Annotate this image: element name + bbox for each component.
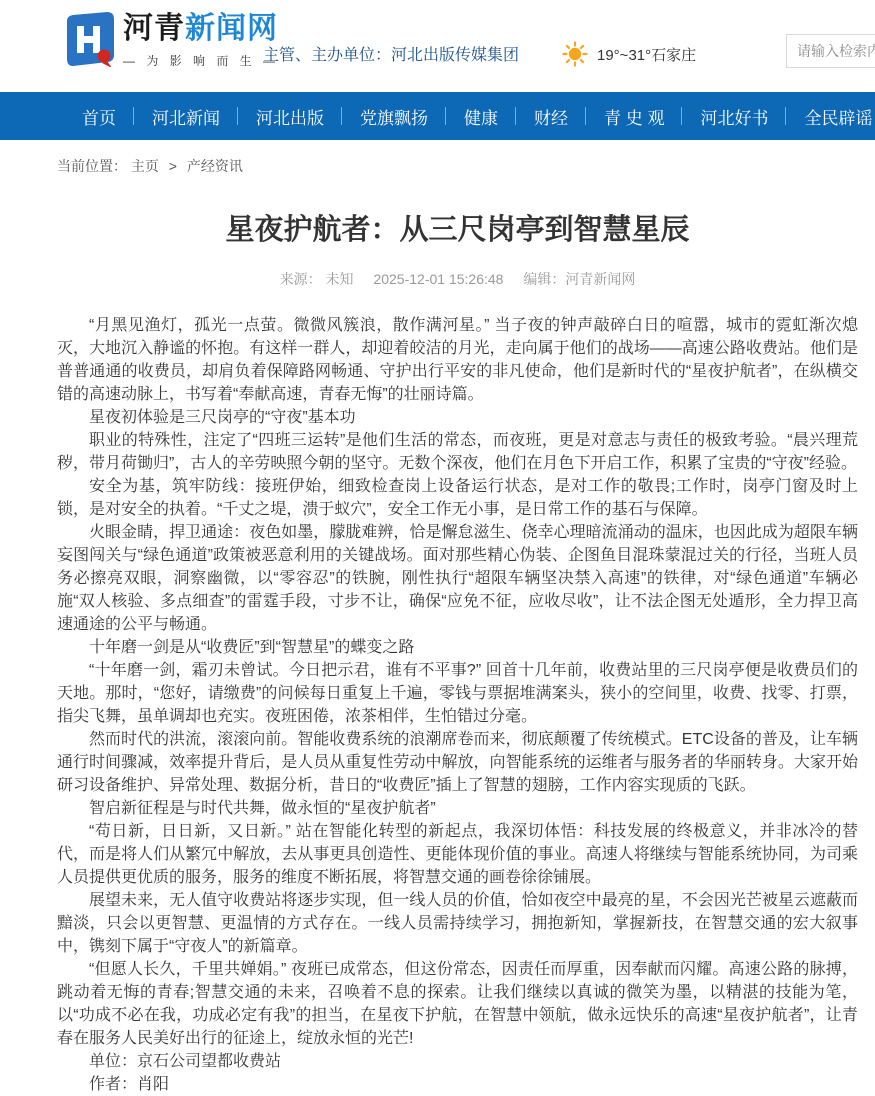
breadcrumb-category-link[interactable]: 产经资讯 — [186, 158, 243, 174]
breadcrumb — [57, 156, 875, 176]
meta-source — [280, 271, 354, 287]
weather-widget — [562, 41, 696, 67]
sponsor-text: 主管、主办单位：河北出版传媒集团 — [263, 47, 520, 64]
site-logo-icon — [64, 11, 116, 67]
article-paragraph: “苟日新，日日新，又日新。” 站在智能化转型的新起点，我深切体悟：科技发展的终极意义，并非冰冷的替代，而是将人们从繁冗中解放，去从事更具创造性、更能体现价值的事业。高速人将继续与智能系统协同，为司乘人员提供更优质的服务，服务的维度不断拓展，将智慧交通的画卷徐徐铺展。 — [57, 823, 858, 887]
nav-item[interactable]: 青 史 观 — [586, 92, 682, 140]
breadcrumb-label: 当前位置： — [57, 158, 127, 174]
brand-black: 河青 — [123, 12, 185, 45]
article-body — [57, 314, 858, 1096]
breadcrumb-home-link[interactable]: 主页 — [130, 158, 159, 174]
meta-source-value: 未知 — [325, 271, 354, 288]
article-paragraph: 作者：肖阳 — [89, 1076, 170, 1094]
article-paragraph: 然而时代的洪流，滚滚向前。智能收费系统的浪潮席卷而来，彻底颠覆了传统模式。ETC设备的普及，让车辆通行时间骤减，效率提升背后，是人员从重复性劳动中解放，向智能系统的运维者与服务者的华丽转身。大家开始研习设备维护、异常处理、数据分析，昔日的“收费匠”插上了智慧的翅膀，工作内容实现质的飞跃。 — [57, 731, 858, 795]
main-nav — [0, 92, 875, 140]
article-paragraph: 安全为基，筑牢防线：接班伊始，细致检查岗上设备运行状态，是对工作的敬畏;工作时，岗亭门窗及时上锁，是对安全的执着。“千丈之堤，溃于蚁穴”，安全工作无小事，是日常工作的基石与保障。 — [57, 478, 858, 519]
article-paragraph: 职业的特殊性，注定了“四班三运转”是他们生活的常态，而夜班，更是对意志与责任的极致考验。“晨兴理荒秽，带月荷锄归”，古人的辛劳映照今朝的坚守。无数个深夜，他们在月色下开启工作，积累了宝贵的“守夜”经验。 — [57, 432, 858, 473]
article-paragraph: 智启新征程是与时代共舞，做永恒的“星夜护航者” — [89, 800, 436, 818]
main-nav-bar — [0, 92, 875, 140]
meta-datetime: 2025-12-01 15:26:48 — [373, 271, 504, 288]
article-paragraph: 单位：京石公司望都收费站 — [89, 1053, 282, 1071]
meta-editor-value: 河青新闻网 — [565, 271, 636, 288]
weather-text: 19°~31°石家庄 — [597, 46, 697, 64]
sun-icon — [562, 41, 588, 67]
nav-item[interactable]: 首页 — [64, 92, 134, 140]
nav-item[interactable]: 河北出版 — [238, 92, 342, 140]
nav-item[interactable]: 全民辟谣 — [804, 108, 873, 128]
nav-item[interactable]: 河北新闻 — [134, 92, 238, 140]
nav-item[interactable]: 党旗飘扬 — [342, 92, 446, 140]
meta-editor — [523, 271, 635, 287]
brand-blue: 新闻网 — [185, 12, 278, 45]
article-paragraph: “但愿人长久，千里共婵娟。” 夜班已成常态，但这份常态，因责任而厚重，因奉献而闪耀。高速公路的脉搏，跳动着无悔的青春;智慧交通的未来，召唤着不息的探索。让我们继续以真诚的微笑为墨，以精湛的技能为笔，以“功成不必在我，功成必定有我”的担当，在星夜下护航，在智慧中领航，做永远快乐的高速“星夜护航者”，让青春在服务人民美好出行的征途上，绽放永恒的光芒! — [57, 961, 858, 1048]
article — [57, 210, 858, 1096]
site-brand — [123, 12, 278, 45]
site-logo-text — [123, 11, 279, 69]
article-paragraph: 星夜初体验是三尺岗亭的“守夜”基本功 — [89, 409, 356, 427]
article-paragraph: 展望未来，无人值守收费站将逐步实现，但一线人员的价值，恰如夜空中最亮的星，不会因光芒被星云遮蔽而黯淡，只会以更智慧、更温情的方式存在。一线人员需持续学习，拥抱新知，掌握新技，在智慧交通的宏大叙事中，镌刻下属于“守夜人”的新篇章。 — [57, 892, 858, 956]
site-tagline: — 为 影 响 而 生 — — [123, 54, 280, 68]
nav-item[interactable]: 健康 — [446, 92, 516, 140]
nav-item[interactable]: 财经 — [516, 92, 586, 140]
article-meta — [57, 269, 858, 289]
search-input[interactable] — [786, 34, 875, 68]
breadcrumb-separator: > — [168, 158, 177, 174]
article-paragraph: 十年磨一剑是从“收费匠”到“智慧星”的蝶变之路 — [89, 639, 415, 657]
meta-editor-label: 编辑： — [523, 271, 566, 288]
nav-item[interactable]: 河北好书 — [682, 92, 786, 140]
article-paragraph: “十年磨一剑，霜刃未曾试。今日把示君，谁有不平事?” 回首十几年前，收费站里的三尺岗亭便是收费员们的天地。那时，“您好，请缴费”的问候每日重复上千遍，零钱与票据堆满案头，狭小的空间里，收费、找零、打票，指尖飞舞，虽单调却也充实。夜班困倦，浓茶相伴，生怕错过分毫。 — [57, 662, 858, 726]
article-paragraph: 火眼金睛，捍卫通途：夜色如墨，朦胧难辨，恰是懈怠滋生、侥幸心理暗流涌动的温床，也因此成为超限车辆妄图闯关与“绿色通道”政策被恶意利用的关键战场。面对那些精心伪装、企图鱼目混珠蒙混过关的行径，当班人员务必擦亮双眼，洞察幽微，以“零容忍”的铁腕，刚性执行“超限车辆坚决禁入高速”的铁律，对“绿色通道”车辆必施“双人核验、多点细查”的雷霆手段，寸步不让，确保“应免不征，应收尽收”，让不法企图无处遁形，全力捍卫高速通途的公平与畅通。 — [57, 524, 858, 634]
article-title: 星夜护航者：从三尺岗亭到智慧星辰 — [225, 214, 690, 246]
site-logo[interactable] — [64, 11, 279, 69]
site-header — [0, 0, 875, 92]
article-paragraph: “月黑见渔灯，孤光一点萤。微微风簇浪，散作满河星。” 当子夜的钟声敲碎白日的喧嚣，城市的霓虹渐次熄灭，大地沉入静谧的怀抱。有这样一群人，却迎着皎洁的月光，走向属于他们的战场——高速公路收费站。他们是普普通通的收费员，却肩负着保障路网畅通、守护出行平安的非凡使命，他们是新时代的“星夜护航者”，在纵横交错的高速动脉上，书写着“奉献高速，青春无悔”的壮丽诗篇。 — [57, 317, 858, 404]
meta-source-label: 来源： — [279, 271, 322, 288]
